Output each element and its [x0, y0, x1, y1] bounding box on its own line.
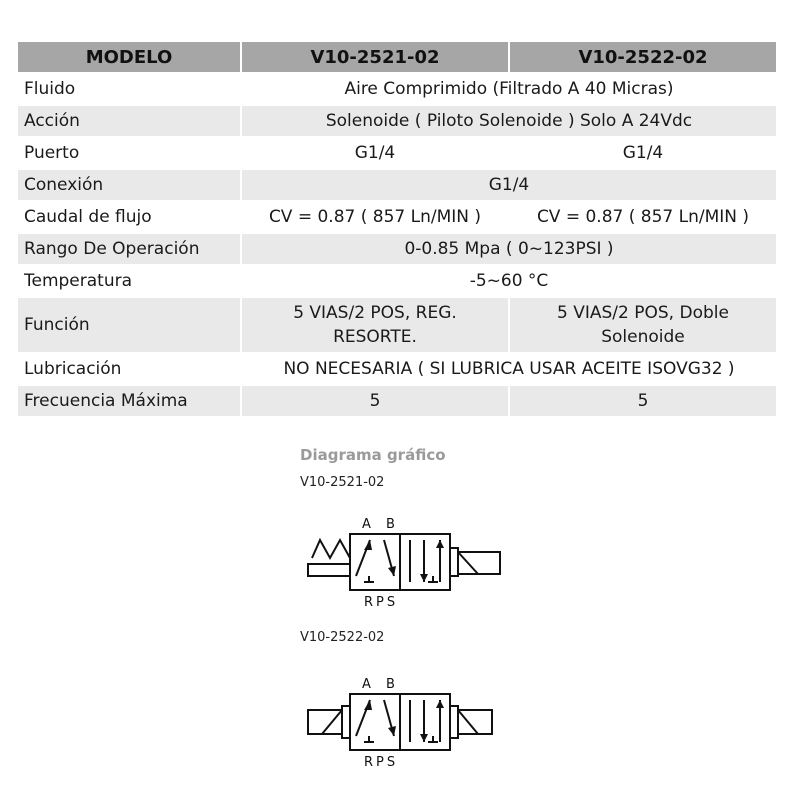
table-row — [18, 386, 776, 416]
port-a-label: A — [362, 677, 371, 692]
row-value: NO NECESARIA ( SI LUBRICA USAR ACEITE ISOVG32 ) — [283, 359, 735, 379]
valve-position-1 — [350, 694, 400, 750]
table-row — [18, 170, 776, 200]
table-row — [18, 106, 776, 136]
function-line-2: Solenoide — [601, 327, 685, 347]
table-header — [18, 42, 776, 72]
row-label: Función — [18, 298, 240, 352]
header-model-1: V10-2521-02 — [242, 42, 508, 72]
header-modelo: MODELO — [18, 42, 240, 72]
diagram-model-1-label: V10-2521-02 — [300, 475, 385, 490]
solenoid-icon — [458, 552, 500, 574]
row-label: Conexión — [18, 170, 240, 200]
port-b-label: B — [386, 517, 395, 532]
row-value-model-2: CV = 0.87 ( 857 Ln/MIN ) — [536, 207, 750, 227]
row-label: Frecuencia Máxima — [18, 386, 240, 416]
row-label: Rango De Operación — [18, 234, 240, 264]
row-value-model-1: G1/4 — [354, 143, 396, 163]
function-line-2: RESORTE. — [333, 327, 417, 347]
row-label: Caudal de flujo — [24, 207, 152, 227]
diagram-title: Diagrama gráfico — [300, 446, 446, 464]
row-value: Aire Comprimido (Filtrado A 40 Micras) — [344, 79, 674, 99]
row-label: Puerto — [24, 143, 80, 163]
table-row — [18, 354, 776, 384]
spec-table — [16, 40, 778, 418]
row-value-model-1: 5 — [242, 386, 508, 416]
port-b-label: B — [386, 677, 395, 692]
function-line-1: 5 VIAS/2 POS, REG. — [293, 303, 457, 323]
table-row — [18, 74, 776, 104]
row-value-model-1 — [242, 298, 508, 352]
row-value-model-2 — [510, 298, 776, 352]
row-value-model-1: CV = 0.87 ( 857 Ln/MIN ) — [268, 207, 482, 227]
row-value-model-2: 5 — [510, 386, 776, 416]
row-value: G1/4 — [242, 170, 776, 200]
valve-position-1 — [350, 534, 400, 590]
table-row — [18, 234, 776, 264]
row-value-model-2: G1/4 — [622, 143, 664, 163]
function-line-1: 5 VIAS/2 POS, Doble — [557, 303, 729, 323]
row-value: Solenoide ( Piloto Solenoide ) Solo A 24Vdc — [242, 106, 776, 136]
table-row — [18, 138, 776, 168]
table-row — [18, 298, 776, 352]
ports-bottom-label: RPS — [364, 755, 399, 770]
port-a-label: A — [362, 517, 371, 532]
valve-symbol-spring-return — [300, 510, 510, 610]
table-row — [18, 202, 776, 232]
row-value: 0-0.85 Mpa ( 0~123PSI ) — [242, 234, 776, 264]
row-value: -5~60 °C — [469, 271, 549, 291]
valve-symbol-double-solenoid — [300, 672, 510, 772]
spring-icon — [312, 540, 350, 558]
row-label: Lubricación — [24, 359, 122, 379]
spring-housing-icon — [308, 564, 350, 576]
row-label: Acción — [18, 106, 240, 136]
ports-bottom-label: RPS — [364, 595, 399, 610]
header-model-2: V10-2522-02 — [510, 42, 776, 72]
diagram-model-2-label: V10-2522-02 — [300, 630, 385, 645]
row-label: Temperatura — [24, 271, 133, 291]
row-label: Fluido — [24, 79, 76, 99]
table-row — [18, 266, 776, 296]
